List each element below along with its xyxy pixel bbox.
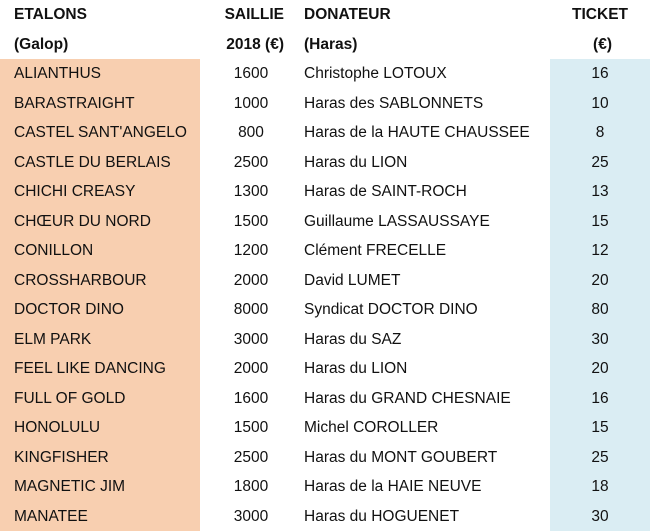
donateur-cell: Syndicat DOCTOR DINO — [304, 301, 478, 318]
ticket-cell: 8 — [550, 118, 650, 148]
table-row — [0, 266, 650, 296]
header-donateur: DONATEUR — [304, 6, 391, 23]
etalon-cell: DOCTOR DINO — [0, 295, 200, 325]
ticket-cell: 12 — [550, 236, 650, 266]
donateur-cell: Haras du LION — [304, 360, 408, 377]
saillie-cell: 1200 — [233, 242, 269, 259]
table-row — [0, 325, 650, 355]
saillie-cell: 3000 — [233, 507, 269, 525]
donateur-cell: Haras du MONT GOUBERT — [304, 448, 498, 466]
saillie-cell: 1300 — [233, 183, 269, 200]
etalon-cell: ELM PARK — [0, 325, 200, 355]
etalon-cell: BARASTRAIGHT — [0, 89, 200, 119]
donateur-cell: Guillaume LASSAUSSAYE — [304, 212, 490, 230]
ticket-cell: 25 — [550, 443, 650, 473]
saillie-cell: 2000 — [233, 360, 269, 377]
ticket-cell: 10 — [550, 89, 650, 119]
table-row — [0, 59, 650, 89]
donateur-cell: Haras de la HAUTE CHAUSSEE — [304, 124, 530, 141]
saillie-cell: 800 — [238, 124, 264, 141]
etalon-cell: CASTLE DU BERLAIS — [0, 148, 200, 178]
table-row — [0, 354, 650, 384]
etalon-cell: MANATEE — [0, 502, 200, 531]
etalon-cell: ALIANTHUS — [0, 59, 200, 89]
saillie-cell: 1000 — [233, 94, 269, 112]
ticket-cell: 16 — [550, 59, 650, 89]
etalon-cell: MAGNETIC JIM — [0, 472, 200, 502]
ticket-cell: 20 — [550, 354, 650, 384]
table-row — [0, 472, 650, 502]
donateur-cell: Haras de SAINT-ROCH — [304, 183, 467, 200]
header-subrow — [0, 30, 650, 60]
table-body — [0, 59, 650, 531]
saillie-cell: 1600 — [233, 65, 269, 82]
header-etalons-sub: (Galop) — [14, 35, 69, 53]
header-donateur-sub: (Haras) — [304, 35, 358, 53]
donateur-cell: Haras du LION — [304, 153, 408, 171]
donateur-cell: Haras du HOGUENET — [304, 507, 460, 525]
header-ticket: TICKET — [572, 6, 628, 23]
table-row — [0, 118, 650, 148]
saillie-cell: 1800 — [233, 478, 269, 495]
saillie-cell: 2500 — [233, 153, 269, 171]
header-etalons: ETALONS — [14, 6, 87, 23]
table-row — [0, 89, 650, 119]
saillie-cell: 1600 — [233, 389, 269, 407]
table-row — [0, 295, 650, 325]
etalon-cell: FEEL LIKE DANCING — [0, 354, 200, 384]
table-header — [0, 0, 650, 59]
ticket-cell: 80 — [550, 295, 650, 325]
donateur-cell: Haras des SABLONNETS — [304, 94, 484, 112]
ticket-cell: 18 — [550, 472, 650, 502]
ticket-cell: 30 — [550, 325, 650, 355]
etalon-cell: CHŒUR DU NORD — [0, 207, 200, 237]
donateur-cell: David LUMET — [304, 271, 401, 289]
etalon-cell: CASTEL SANT'ANGELO — [0, 118, 200, 148]
table-row — [0, 443, 650, 473]
donateur-cell: Haras du GRAND CHESNAIE — [304, 389, 511, 407]
header-ticket-sub: (€) — [593, 35, 612, 53]
saillie-cell: 1500 — [233, 212, 269, 230]
header-row — [0, 0, 650, 30]
saillie-cell: 2500 — [233, 448, 269, 466]
donateur-cell: Christophe LOTOUX — [304, 65, 447, 82]
saillie-cell: 3000 — [233, 330, 269, 348]
ticket-cell: 15 — [550, 413, 650, 443]
ticket-cell: 30 — [550, 502, 650, 531]
saillie-cell: 1500 — [233, 419, 269, 436]
table-row — [0, 502, 650, 531]
ticket-cell: 15 — [550, 207, 650, 237]
table-row — [0, 207, 650, 237]
donateur-cell: Haras du SAZ — [304, 330, 402, 348]
table-row — [0, 413, 650, 443]
donateur-cell: Haras de la HAIE NEUVE — [304, 478, 482, 495]
etalon-cell: CROSSHARBOUR — [0, 266, 200, 296]
table-row — [0, 236, 650, 266]
etalon-cell: CONILLON — [0, 236, 200, 266]
donateur-cell: Clément FRECELLE — [304, 242, 447, 259]
header-saillie: SAILLIE — [224, 6, 284, 23]
ticket-cell: 25 — [550, 148, 650, 178]
table-row — [0, 384, 650, 414]
ticket-cell: 13 — [550, 177, 650, 207]
saillie-cell: 2000 — [233, 271, 269, 289]
etalon-cell: FULL OF GOLD — [0, 384, 200, 414]
etalon-cell: HONOLULU — [0, 413, 200, 443]
saillie-cell: 8000 — [233, 301, 269, 318]
ticket-cell: 16 — [550, 384, 650, 414]
header-saillie-sub: 2018 (€) — [226, 35, 284, 53]
donateur-cell: Michel COROLLER — [304, 419, 439, 436]
table-row — [0, 148, 650, 178]
etalon-cell: CHICHI CREASY — [0, 177, 200, 207]
ticket-cell: 20 — [550, 266, 650, 296]
table-row — [0, 177, 650, 207]
etalon-cell: KINGFISHER — [0, 443, 200, 473]
